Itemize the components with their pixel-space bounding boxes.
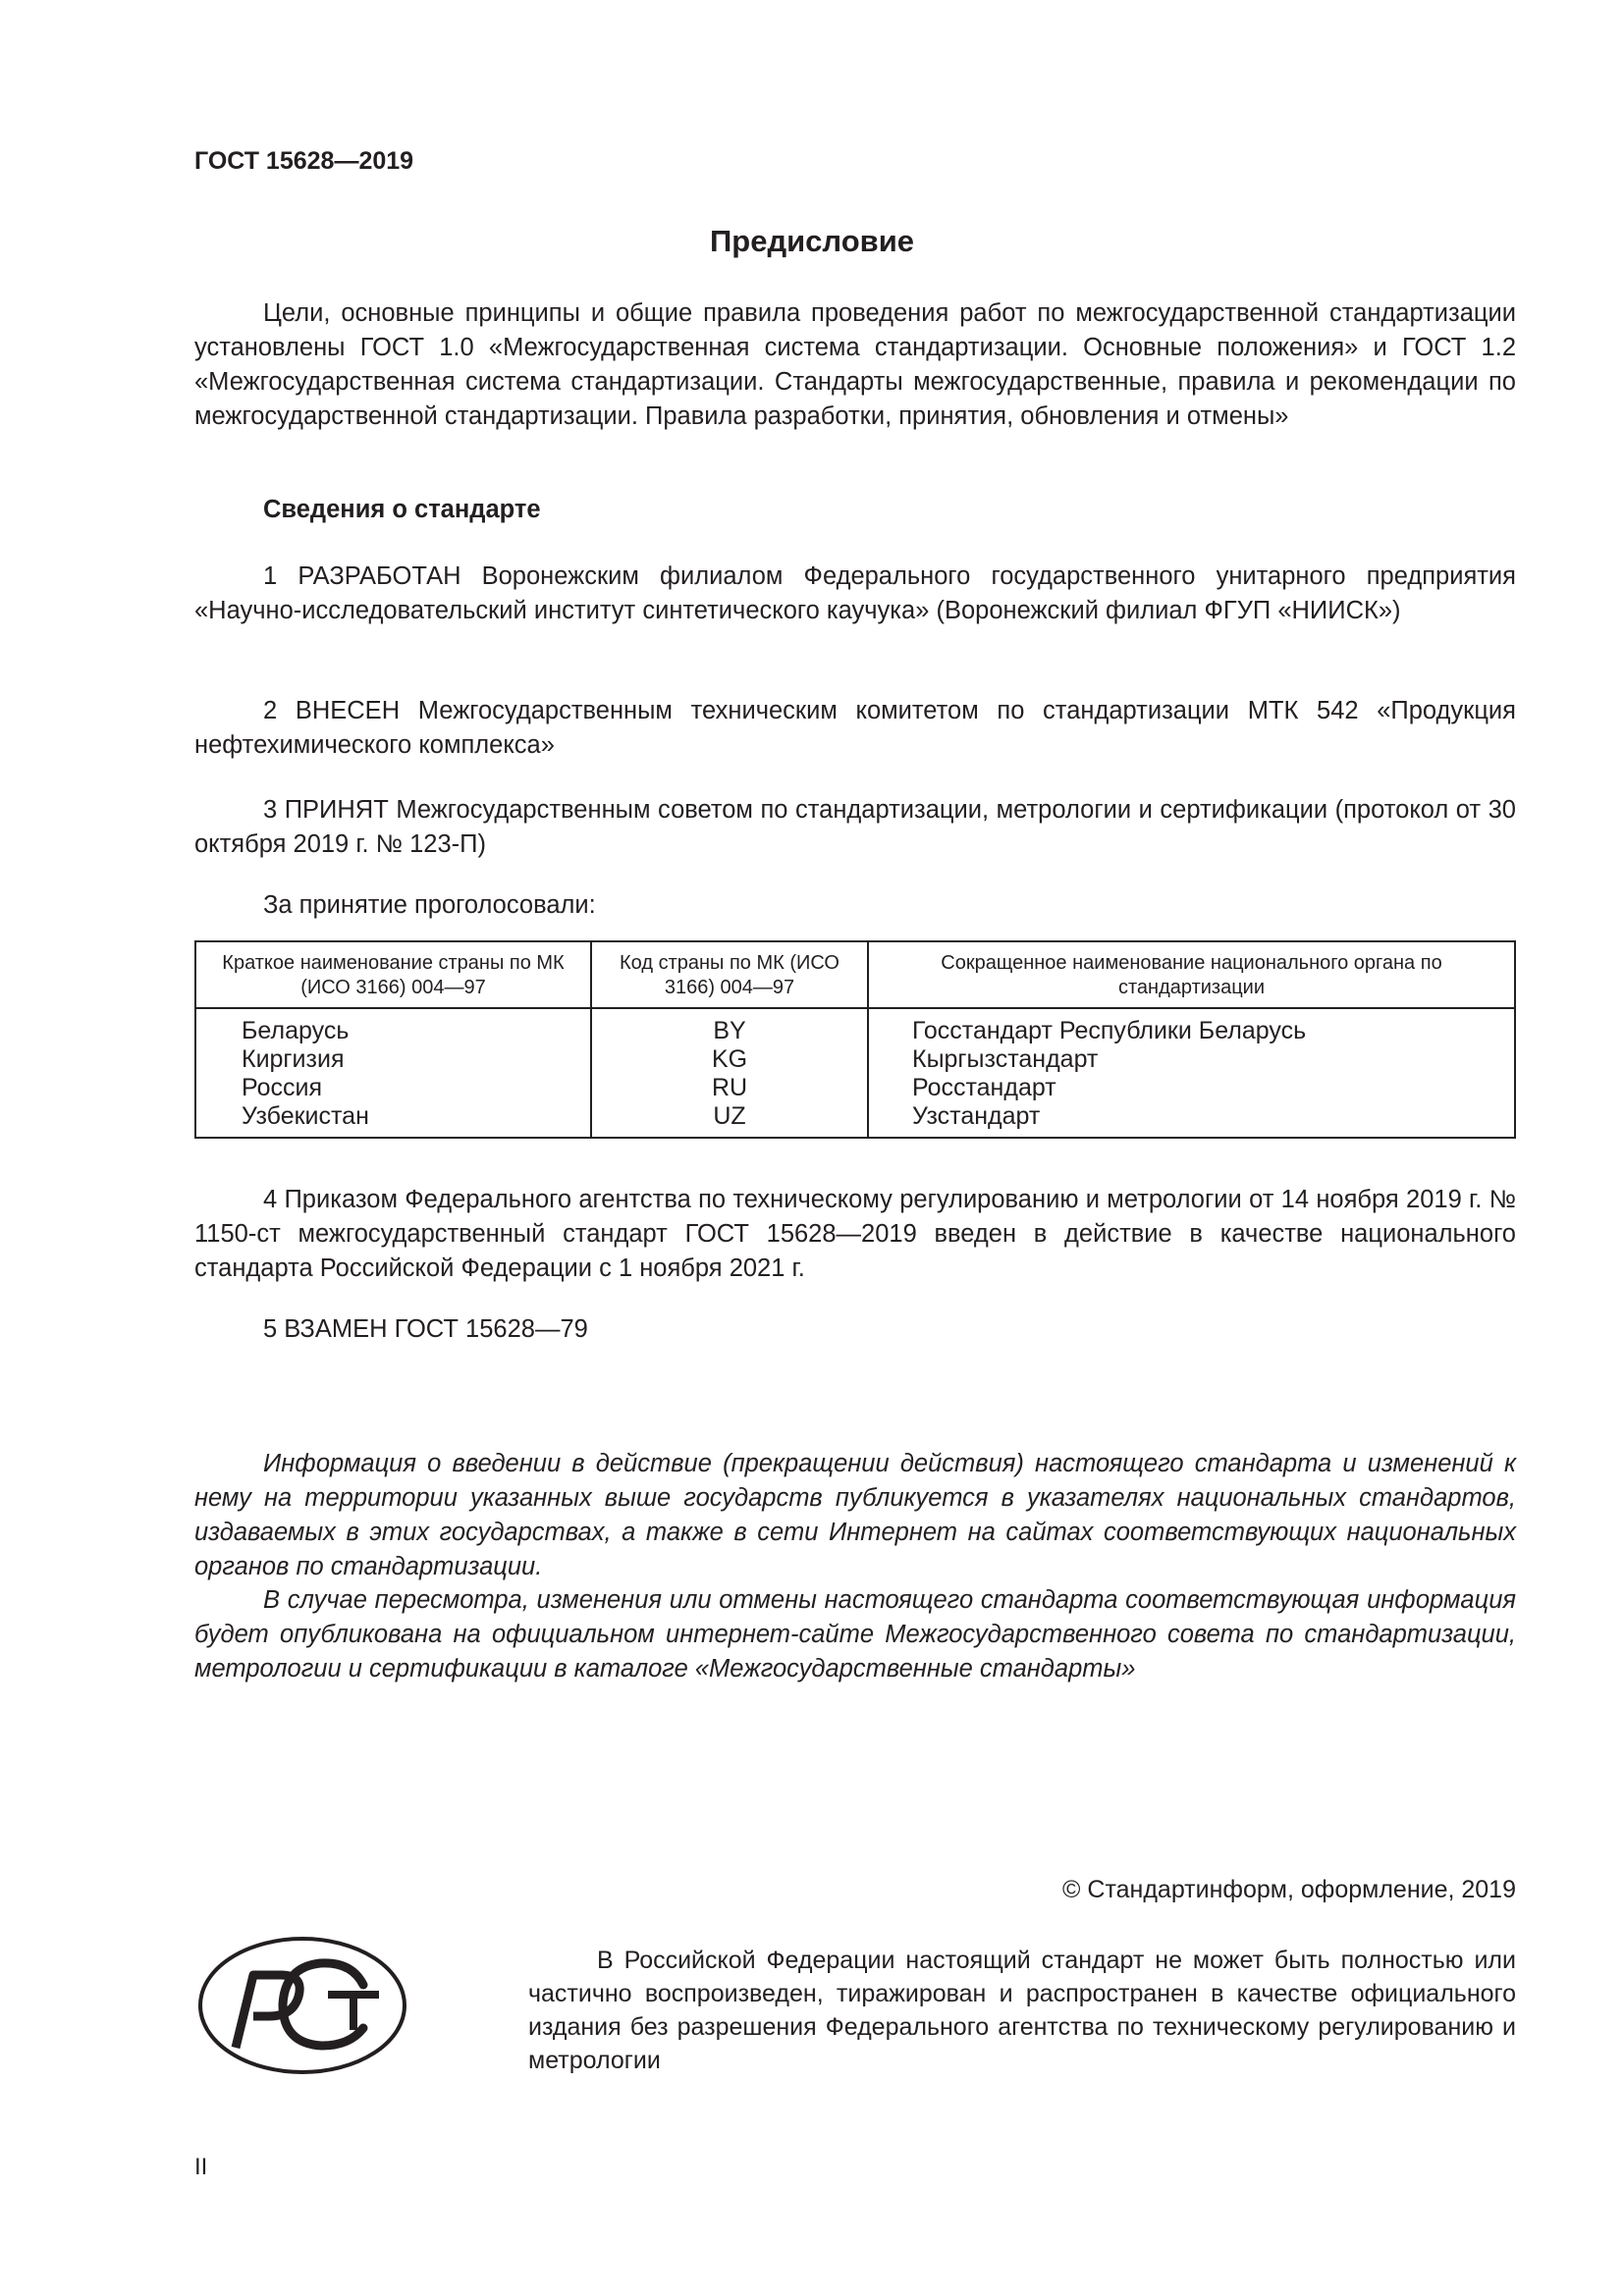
preface-intro (194, 296, 1516, 434)
preface-title: Предисловие (709, 224, 914, 258)
col-header-code: Код страны по МК (ИСО 3166) 004—97 (591, 941, 868, 1008)
voted-label: За принятие проголосовали: (263, 891, 596, 919)
revision-note (194, 1583, 1516, 1686)
standards-body: Узстандарт (912, 1102, 1041, 1130)
code-cell (591, 1008, 868, 1138)
country-code: RU (711, 1074, 748, 1101)
rst-certification-mark-icon (196, 1934, 408, 2077)
col-header-body: Сокращенное наименование национального органа по стандартизации (868, 941, 1515, 1008)
item-enacted (194, 1183, 1516, 1286)
item-adopted (194, 793, 1516, 862)
info-heading: Сведения о стандарте (263, 496, 541, 523)
country-code: BY (713, 1017, 746, 1044)
country-name: Киргизия (242, 1045, 345, 1073)
item-developed-text: 1 РАЗРАБОТАН Воронежским филиалом Федерального государственного унитарного предприятия «Научно-исследовательский институт синтетического каучука» (Воронежский филиал ФГУП «НИИСК») (194, 562, 1516, 624)
country-code: KG (711, 1045, 748, 1073)
vote-table (194, 940, 1516, 1139)
item-replaces: 5 ВЗАМЕН ГОСТ 15628—79 (263, 1315, 588, 1343)
item-submitted (194, 694, 1516, 763)
country-cell (195, 1008, 591, 1138)
item-enacted-text: 4 Приказом Федерального агентства по техническому регулированию и метрологии от 14 ноября 2019 г. № 1150-ст межгосударственный стандарт ГОСТ 15628—2019 введен в действие в качестве национального стандарта Российской Федерации с 1 ноября 2021 г. (194, 1186, 1516, 1282)
page-number: II (194, 2154, 208, 2180)
table-row (195, 1008, 1515, 1138)
copyright-notice-text: В Российской Федерации настоящий стандарт не может быть полностью или частично воспроизведен, тиражирован и распространен в качестве официального издания без разрешения Федерального агентства по техническому регулированию и метрологии (528, 1947, 1516, 2074)
item-submitted-text: 2 ВНЕСЕН Межгосударственным техническим комитетом по стандартизации МТК 542 «Продукция нефтехимического комплекса» (194, 697, 1516, 759)
country-code: UZ (713, 1102, 746, 1130)
standards-body: Кыргызстандарт (912, 1045, 1099, 1073)
copyright-notice (528, 1944, 1516, 2077)
country-name: Узбекистан (242, 1102, 369, 1130)
country-name: Беларусь (242, 1017, 350, 1044)
standards-body: Госстандарт Республики Беларусь (912, 1017, 1307, 1044)
preface-intro-text: Цели, основные принципы и общие правила проведения работ по межгосударственной стандартизации установлены ГОСТ 1.0 «Межгосударственная система стандартизации. Основные положения» и ГОСТ 1.2 «Межгосударственная система стандартизации. Стандарты межгосударственные, правила и рекомендации по межгосударственной стандартизации. Правила разработки, принятия, обновления и отмены» (194, 299, 1516, 430)
info-note (194, 1447, 1516, 1584)
body-cell (868, 1008, 1515, 1138)
item-adopted-text: 3 ПРИНЯТ Межгосударственным советом по стандартизации, метрологии и сертификации (протокол от 30 октября 2019 г. № 123-П) (194, 796, 1516, 858)
country-name: Россия (242, 1074, 322, 1101)
col-header-country: Краткое наименование страны по МК (ИСО 3166) 004—97 (195, 941, 591, 1008)
vote-table-header-row (195, 941, 1515, 1008)
info-note-text: Информация о введении в действие (прекращении действия) настоящего стандарта и изменений к нему на территории указанных выше государств публикуется в указателях национальных стандартов, издаваемых в этих государствах, а также в сети Интернет на сайтах соответствующих национальных органов по стандартизации. (194, 1450, 1516, 1580)
copyright: © Стандартинформ, оформление, 2019 (1062, 1876, 1516, 1903)
revision-note-text: В случае пересмотра, изменения или отмены настоящего стандарта соответствующая информация будет опубликована на официальном интернет-сайте Межгосударственного совета по стандартизации, метрологии и сертификации в каталоге «Межгосударственные стандарты» (194, 1586, 1516, 1682)
item-developed (194, 560, 1516, 628)
document-code: ГОСТ 15628—2019 (194, 147, 414, 175)
standards-body: Росстандарт (912, 1074, 1056, 1101)
